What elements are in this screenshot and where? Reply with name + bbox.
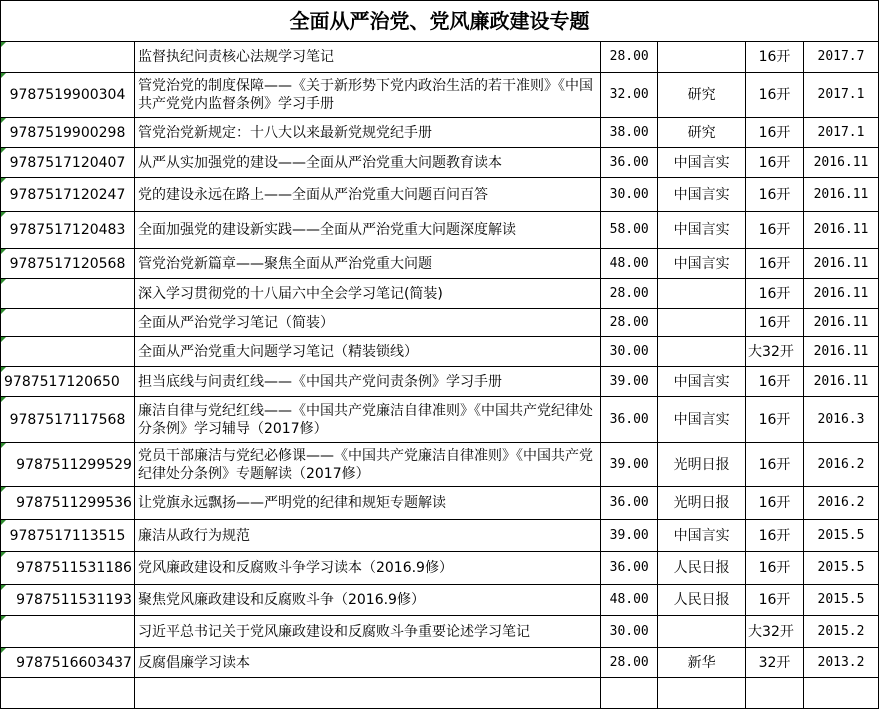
table-row (1, 279, 879, 309)
table-row (1, 42, 879, 73)
isbn-cell[interactable] (1, 309, 135, 337)
isbn-cell[interactable]: 9787517113515 (1, 520, 135, 552)
price-cell[interactable]: 39.00 (601, 520, 658, 552)
price-cell[interactable]: 32.00 (601, 73, 658, 118)
publisher-cell[interactable]: 中国言实 (658, 397, 746, 443)
cell-note-marker (1, 616, 6, 621)
format-cell[interactable]: 16开 (746, 397, 804, 443)
sheet-title[interactable]: 全面从严治党、党风廉政建设专题 (1, 1, 879, 42)
price-cell[interactable]: 36.00 (601, 397, 658, 443)
table-row (1, 616, 879, 648)
date-cell[interactable]: 2016.2 (803, 443, 878, 487)
publisher-cell[interactable] (658, 279, 746, 309)
table-row (1, 367, 879, 397)
date-cell[interactable]: 2015.2 (803, 616, 878, 648)
publisher-cell[interactable]: 人民日报 (658, 585, 746, 616)
book-title-cell[interactable]: 管党治党新规定：十八大以来最新党规党纪手册 (134, 118, 600, 148)
price-cell[interactable]: 48.00 (601, 585, 658, 616)
format-cell[interactable]: 16开 (746, 73, 804, 118)
book-title-cell[interactable]: 全面从严治党学习笔记（简装） (134, 309, 600, 337)
cell-note-marker (1, 520, 6, 525)
format-cell[interactable]: 16开 (746, 367, 804, 397)
date-cell[interactable]: 2013.2 (803, 648, 878, 678)
isbn-cell[interactable] (1, 337, 135, 367)
date-cell[interactable]: 2017.1 (803, 118, 878, 148)
price-cell[interactable]: 28.00 (601, 42, 658, 73)
date-cell[interactable]: 2017.7 (803, 42, 878, 73)
date-cell[interactable]: 2016.11 (803, 178, 878, 212)
format-cell[interactable]: 16开 (746, 585, 804, 616)
publisher-cell[interactable]: 中国言实 (658, 249, 746, 279)
isbn-cell[interactable]: 9787519900304 (1, 73, 135, 118)
table-row (1, 212, 879, 249)
publisher-cell[interactable] (658, 678, 746, 709)
publisher-cell[interactable] (658, 337, 746, 367)
price-cell[interactable]: 39.00 (601, 443, 658, 487)
table-row (1, 148, 879, 178)
table-row (1, 443, 879, 487)
cell-note-marker (1, 443, 6, 448)
publisher-cell[interactable] (658, 616, 746, 648)
cell-note-marker (1, 118, 6, 123)
format-cell[interactable]: 16开 (746, 178, 804, 212)
isbn-cell[interactable] (1, 42, 135, 73)
date-cell[interactable]: 2016.11 (803, 279, 878, 309)
title-row (1, 1, 879, 42)
date-cell[interactable]: 2016.11 (803, 309, 878, 337)
publisher-cell[interactable]: 研究 (658, 118, 746, 148)
book-title-cell[interactable]: 深入学习贯彻党的十八届六中全会学习笔记(简装) (134, 279, 600, 309)
format-cell[interactable]: 16开 (746, 552, 804, 585)
table-row (1, 249, 879, 279)
cell-note-marker (1, 73, 6, 78)
isbn-cell[interactable]: 9787517120650 (1, 367, 135, 397)
book-title-cell[interactable]: 聚焦党风廉政建设和反腐败斗争（2016.9修） (134, 585, 600, 616)
price-cell[interactable]: 39.00 (601, 367, 658, 397)
price-cell[interactable]: 48.00 (601, 249, 658, 279)
isbn-cell[interactable] (1, 678, 135, 709)
isbn-cell[interactable]: 9787511531193 (1, 585, 135, 616)
date-cell[interactable] (803, 678, 878, 709)
isbn-cell[interactable]: 9787517117568 (1, 397, 135, 443)
date-cell[interactable]: 2016.11 (803, 212, 878, 249)
book-title-cell[interactable]: 廉洁从政行为规范 (134, 520, 600, 552)
cell-note-marker (1, 42, 6, 47)
date-cell[interactable]: 2015.5 (803, 585, 878, 616)
book-title-cell[interactable]: 廉洁自律与党纪红线——《中国共产党廉洁自律准则》《中国共产党纪律处分条例》学习辅导（2017修） (134, 397, 600, 443)
book-title-cell[interactable]: 管党治党的制度保障——《关于新形势下党内政治生活的若干准则》《中国共产党党内监督条例》学习手册 (134, 73, 600, 118)
table-row (1, 678, 879, 709)
date-cell[interactable]: 2016.3 (803, 397, 878, 443)
publisher-cell[interactable]: 研究 (658, 73, 746, 118)
date-cell[interactable]: 2016.11 (803, 148, 878, 178)
format-cell[interactable]: 16开 (746, 309, 804, 337)
publisher-cell[interactable] (658, 309, 746, 337)
format-cell[interactable]: 大32开 (746, 616, 804, 648)
date-cell[interactable]: 2017.1 (803, 73, 878, 118)
format-cell[interactable]: 大32开 (746, 337, 804, 367)
date-cell[interactable]: 2016.11 (803, 367, 878, 397)
isbn-cell[interactable]: 9787511531186 (1, 552, 135, 585)
book-title-cell[interactable]: 管党治党新篇章——聚焦全面从严治党重大问题 (134, 249, 600, 279)
format-cell[interactable]: 32开 (746, 648, 804, 678)
format-cell[interactable]: 16开 (746, 212, 804, 249)
publisher-cell[interactable]: 中国言实 (658, 520, 746, 552)
cell-note-marker (1, 148, 6, 153)
book-title-cell[interactable]: 党风廉政建设和反腐败斗争学习读本（2016.9修） (134, 552, 600, 585)
isbn-cell[interactable]: 9787517120483 (1, 212, 135, 249)
cell-note-marker (1, 397, 6, 402)
table-row (1, 178, 879, 212)
publisher-cell[interactable]: 光明日报 (658, 443, 746, 487)
cell-note-marker (1, 487, 6, 492)
format-cell[interactable]: 16开 (746, 118, 804, 148)
table-row (1, 552, 879, 585)
isbn-cell[interactable]: 9787517120568 (1, 249, 135, 279)
book-title-cell[interactable]: 全面从严治党重大问题学习笔记（精装锁线） (134, 337, 600, 367)
isbn-cell[interactable] (1, 616, 135, 648)
table-row (1, 397, 879, 443)
book-title-cell[interactable]: 从严从实加强党的建设——全面从严治党重大问题教育读本 (134, 148, 600, 178)
publisher-cell[interactable]: 光明日报 (658, 487, 746, 520)
price-cell[interactable]: 38.00 (601, 118, 658, 148)
price-cell[interactable]: 30.00 (601, 616, 658, 648)
date-cell[interactable]: 2015.5 (803, 520, 878, 552)
table-row (1, 520, 879, 552)
isbn-cell[interactable] (1, 279, 135, 309)
cell-note-marker (1, 337, 6, 342)
price-cell[interactable]: 36.00 (601, 148, 658, 178)
price-cell[interactable]: 30.00 (601, 337, 658, 367)
price-cell[interactable]: 28.00 (601, 309, 658, 337)
cell-note-marker (1, 585, 6, 590)
isbn-cell[interactable]: 9787519900298 (1, 118, 135, 148)
book-title-cell[interactable] (134, 678, 600, 709)
price-cell[interactable] (601, 678, 658, 709)
book-title-cell[interactable]: 担当底线与问责红线——《中国共产党问责条例》学习手册 (134, 367, 600, 397)
cell-note-marker (1, 212, 6, 217)
format-cell[interactable] (746, 678, 804, 709)
price-cell[interactable]: 36.00 (601, 552, 658, 585)
book-title-cell[interactable]: 习近平总书记关于党风廉政建设和反腐败斗争重要论述学习笔记 (134, 616, 600, 648)
date-cell[interactable]: 2015.5 (803, 552, 878, 585)
book-title-cell[interactable]: 让党旗永远飘扬——严明党的纪律和规矩专题解读 (134, 487, 600, 520)
date-cell[interactable]: 2016.11 (803, 249, 878, 279)
price-cell[interactable]: 28.00 (601, 279, 658, 309)
price-cell[interactable]: 36.00 (601, 487, 658, 520)
book-title-cell[interactable]: 监督执纪问责核心法规学习笔记 (134, 42, 600, 73)
cell-note-marker (1, 249, 6, 254)
format-cell[interactable]: 16开 (746, 520, 804, 552)
table-row (1, 337, 879, 367)
book-title-cell[interactable]: 反腐倡廉学习读本 (134, 648, 600, 678)
date-cell[interactable]: 2016.2 (803, 487, 878, 520)
book-title-cell[interactable]: 全面加强党的建设新实践——全面从严治党重大问题深度解读 (134, 212, 600, 249)
cell-note-marker (1, 367, 6, 372)
cell-note-marker (1, 552, 6, 557)
table-row (1, 648, 879, 678)
publisher-cell[interactable] (658, 42, 746, 73)
table-row (1, 309, 879, 337)
isbn-cell[interactable]: 9787517120247 (1, 178, 135, 212)
table-row (1, 487, 879, 520)
date-cell[interactable]: 2016.11 (803, 337, 878, 367)
book-title-cell[interactable]: 党的建设永远在路上——全面从严治党重大问题百问百答 (134, 178, 600, 212)
table-row (1, 585, 879, 616)
isbn-cell[interactable]: 9787517120407 (1, 148, 135, 178)
isbn-cell[interactable]: 9787511299536 (1, 487, 135, 520)
cell-note-marker (1, 178, 6, 183)
publisher-cell[interactable]: 中国言实 (658, 148, 746, 178)
table-row (1, 118, 879, 148)
price-cell[interactable]: 58.00 (601, 212, 658, 249)
book-title-cell[interactable]: 党员干部廉洁与党纪必修课——《中国共产党廉洁自律准则》《中国共产党纪律处分条例》专题解读（2017修） (134, 443, 600, 487)
price-cell[interactable]: 28.00 (601, 648, 658, 678)
cell-note-marker (1, 279, 6, 284)
publisher-cell[interactable]: 中国言实 (658, 178, 746, 212)
format-cell[interactable]: 16开 (746, 249, 804, 279)
publisher-cell[interactable]: 人民日报 (658, 552, 746, 585)
isbn-cell[interactable]: 9787511299529 (1, 443, 135, 487)
format-cell[interactable]: 16开 (746, 148, 804, 178)
price-cell[interactable]: 30.00 (601, 178, 658, 212)
isbn-cell[interactable]: 9787516603437 (1, 648, 135, 678)
format-cell[interactable]: 16开 (746, 487, 804, 520)
publisher-cell[interactable]: 中国言实 (658, 367, 746, 397)
cell-note-marker (1, 648, 6, 653)
format-cell[interactable]: 16开 (746, 443, 804, 487)
publisher-cell[interactable]: 中国言实 (658, 212, 746, 249)
publisher-cell[interactable]: 新华 (658, 648, 746, 678)
format-cell[interactable]: 16开 (746, 279, 804, 309)
cell-note-marker (1, 309, 6, 314)
format-cell[interactable]: 16开 (746, 42, 804, 73)
table-row (1, 73, 879, 118)
